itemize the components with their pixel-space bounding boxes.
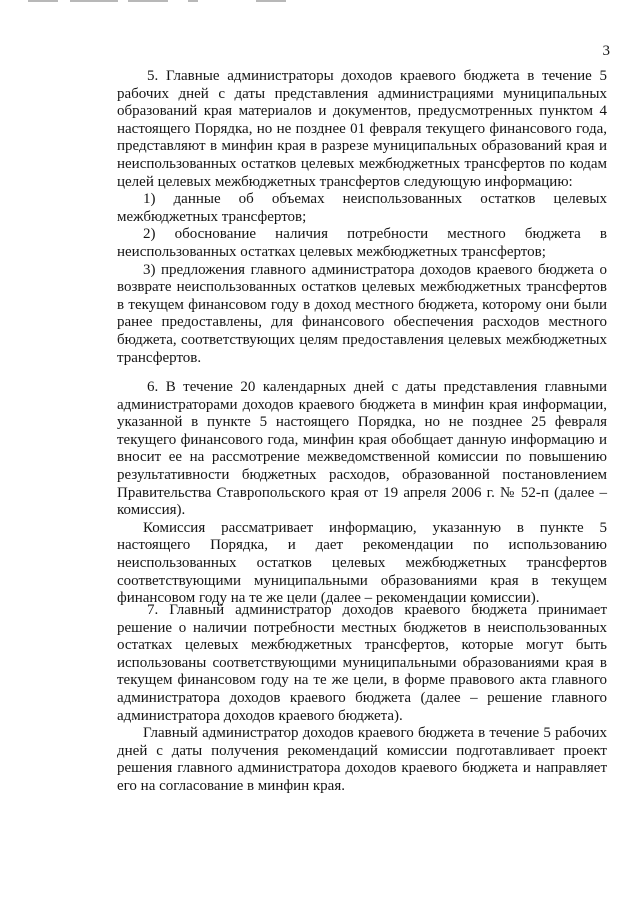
paragraph-7-main: 7. Главный администратор доходов краевого бюджета принимает решение о наличии потребности местных бюджетов в неиспользованных остатках целевых межбюджетных трансфертов, которые могут быть использованы соответствующими муниципальными образованиями края в текущем финансовом году на те же цели, в форме правового акта главного администратора доходов краевого бюджета (далее – решение главного администратора доходов краевого бюджета). <box>117 602 607 724</box>
section-5 <box>117 68 607 367</box>
paragraph-7-procedure: Главный администратор доходов краевого бюджета в течение 5 рабочих дней с даты получения рекомендаций комиссии подготавливает проект решения главного администратора доходов краевого бюджета и направляет его на согласование в минфин края. <box>117 725 607 794</box>
section-7 <box>117 602 607 796</box>
paragraph-5-item-1: 1) данные об объемах неиспользованных остатков целевых межбюджетных трансфертов; <box>117 191 607 225</box>
section-6 <box>117 379 607 608</box>
paragraph-6-commission: Комиссия рассматривает информацию, указанную в пункте 5 настоящего Порядка, и дает рекомендации по использованию неиспользованных остатков целевых межбюджетных трансфертов соответствующими муниципальными образованиями края в текущем финансовом году на те же цели (далее – рекомендации комиссии). <box>117 519 607 607</box>
paragraph-5-main: 5. Главные администраторы доходов краевого бюджета в течение 5 рабочих дней с даты представления администрациями муниципальных образований края материалов и документов, предусмотренных пунктом 4 настоящего Порядка, но не позднее 01 февраля текущего финансового года, представляют в минфин края в разрезе муниципальных образований края и неиспользованных остатков целевых межбюджетных трансфертов по кодам целей целевых межбюджетных трансфертов следующую информацию: <box>117 68 607 190</box>
scan-header-artifact <box>28 0 298 4</box>
page-number: 3 <box>602 43 610 59</box>
paragraph-5-item-2: 2) обоснование наличия потребности местного бюджета в неиспользованных остатках целевых межбюджетных трансфертов; <box>117 226 607 260</box>
paragraph-6-main: 6. В течение 20 календарных дней с даты представления главными администраторами доходов краевого бюджета в минфин края информации, указанной в пункте 5 настоящего Порядка, но не позднее 25 февраля текущего финансового года, минфин края обобщает данную информацию и вносит ее на рассмотрение межведомственной комиссии по повышению результативности бюджетных расходов, образованной постановлением Правительства Ставропольского края от 19 апреля 2006 г. № 52-п (далее – комиссия). <box>117 379 607 519</box>
paragraph-5-item-3: 3) предложения главного администратора доходов краевого бюджета о возврате неиспользованных остатков целевых межбюджетных трансфертов в текущем финансовом году в доход местного бюджета, которому они были ранее предоставлены, для финансового обеспечения расходов местного бюджета, соответствующих целям предоставления целевых межбюджетных трансфертов. <box>117 261 607 366</box>
